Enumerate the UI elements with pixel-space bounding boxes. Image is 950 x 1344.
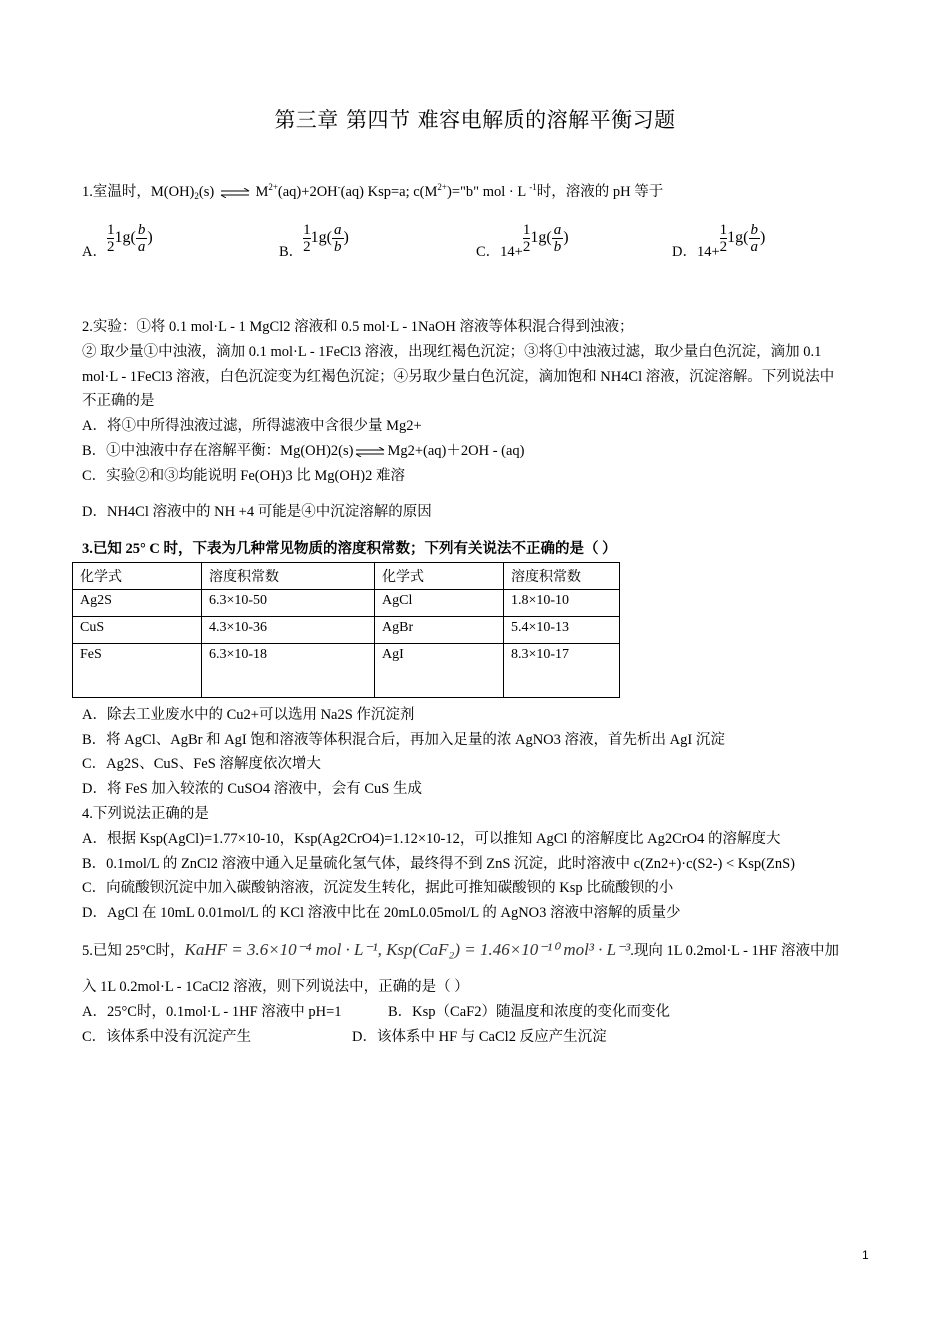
table-row	[73, 644, 620, 698]
q5-option-c: C．该体系中没有沉淀产生	[82, 1029, 252, 1045]
equilibrium-arrow-icon	[355, 447, 385, 457]
table-header: 化学式	[73, 563, 202, 590]
table-cell: 4.3×10-36	[202, 617, 375, 644]
q5-option-a: A．25°C时，0.1mol·L - 1HF 溶液中 pH=1	[82, 1004, 342, 1020]
table-header: 溶度积常数	[202, 563, 375, 590]
table-cell: AgBr	[375, 617, 504, 644]
q3-option-b: B．将 AgCl、AgBr 和 AgI 饱和溶液等体积混合后，再加入足量的浓 AgNO3 溶液，首先析出 AgI 沉淀	[82, 732, 725, 748]
q2-line-3: mol·L - 1FeCl3 溶液，白色沉淀变为红褐色沉淀；④另取少量白色沉淀，滴加饱和 NH4Cl 溶液，沉淀溶解。下列说法中	[82, 369, 835, 385]
q1-option-d: D．14+ $\frac{1}{2}$ 1g( $\frac{b}{a}$ )	[672, 222, 766, 260]
q3-stem: 3.已知 25° C 时，下表为几种常见物质的溶度积常数；下列有关说法不正确的是（ ）	[82, 541, 617, 557]
table-cell: FeS	[73, 644, 202, 698]
table-header: 化学式	[375, 563, 504, 590]
q2-option-b: B．①中浊液中存在溶解平衡：Mg(OH)2(s) Mg2+(aq)＋2OH - (aq)	[82, 443, 525, 459]
q3-option-c: C．Ag2S、CuS、FeS 溶解度依次增大	[82, 756, 321, 772]
table-cell: AgI	[375, 644, 504, 698]
table-row	[73, 590, 620, 617]
half-fraction: $\frac{1}{2}$	[106, 222, 115, 255]
q2-option-c: C．实验②和③均能说明 Fe(OH)3 比 Mg(OH)2 难溶	[82, 468, 406, 484]
table-cell: 6.3×10-50	[202, 590, 375, 617]
q2-line-2: ② 取少量①中浊液，滴加 0.1 mol·L - 1FeCl3 溶液，出现红褐色沉淀；③将①中浊液过滤，取少量白色沉淀，滴加 0.1	[82, 344, 822, 360]
page-title: 第三章 第四节 难容电解质的溶解平衡习题	[274, 108, 676, 132]
q5-stem: 5.已知 25°C时，KaHF = 3.6×10⁻⁴ mol · L⁻¹, Ksp(CaF₂) = 1.46×10⁻¹⁰ mol³ · L⁻³.现向 1L 0.2mol·L - 1HF 溶液中加	[82, 940, 839, 959]
q5-line-2: 入 1L 0.2mol·L - 1CaCl2 溶液，则下列说法中，正确的是（ ）	[82, 979, 469, 995]
table-cell: AgCl	[375, 590, 504, 617]
table-cell: 5.4×10-13	[504, 617, 620, 644]
q3-option-a: A．除去工业废水中的 Cu2+可以选用 Na2S 作沉淀剂	[82, 707, 415, 723]
table-cell: 6.3×10-18	[202, 644, 375, 698]
q1-option-a: A． $\frac{1}{2}$ 1g( $\frac{b}{a}$ )	[82, 222, 153, 260]
equilibrium-arrow-icon	[220, 188, 250, 198]
q5-option-b: B．Ksp（CaF2）随温度和浓度的变化而变化	[388, 1004, 670, 1020]
q4-option-c: C．向硫酸钡沉淀中加入碳酸钠溶液，沉淀发生转化，据此可推知碳酸钡的 Ksp 比硫酸钡的小	[82, 880, 674, 896]
q2-option-a: A．将①中所得浊液过滤，所得滤液中含很少量 Mg2+	[82, 418, 422, 434]
q2-line-1: 2.实验：①将 0.1 mol·L - 1 MgCl2 溶液和 0.5 mol·L - 1NaOH 溶液等体积混合得到浊液；	[82, 319, 634, 335]
table-row	[73, 617, 620, 644]
q4-option-a: A．根据 Ksp(AgCl)=1.77×10-10，Ksp(Ag2CrO4)=1.12×10-12，可以推知 AgCl 的溶解度比 Ag2CrO4 的溶解度大	[82, 831, 781, 847]
table-cell: CuS	[73, 617, 202, 644]
table-header: 溶度积常数	[504, 563, 620, 590]
q4-option-d: D．AgCl 在 10mL 0.01mol/L 的 KCl 溶液中比在 20mL0.05mol/L 的 AgNO3 溶液中溶解的质量少	[82, 905, 681, 921]
table-cell: Ag2S	[73, 590, 202, 617]
q3-option-d: D．将 FeS 加入较浓的 CuSO4 溶液中，会有 CuS 生成	[82, 781, 422, 797]
ksp-table	[72, 562, 620, 698]
table-cell: 8.3×10-17	[504, 644, 620, 698]
q5-option-d: D．该体系中 HF 与 CaCl2 反应产生沉淀	[352, 1029, 607, 1045]
q1-stem: 1.室温时，$M(OH)_2(s)$ $M^{2+}(aq)+2OH^-(aq)$ Ksp=a; $c(M^{2+})="b$" mol · L $^{-1}$时，溶液的 pH 等于	[82, 182, 664, 201]
q1-option-c: C．14+ $\frac{1}{2}$ 1g( $\frac{a}{b}$ )	[476, 222, 569, 260]
q2-option-d: D．NH4Cl 溶液中的 NH +4 可能是④中沉淀溶解的原因	[82, 504, 432, 520]
q4-option-b: B．0.1mol/L 的 ZnCl2 溶液中通入足量硫化氢气体，最终得不到 ZnS 沉淀，此时溶液中 c(Zn2+)·c(S2-) < Ksp(ZnS)	[82, 856, 795, 872]
page-number: 1	[862, 1248, 869, 1262]
q2-line-4: 不正确的是	[82, 393, 155, 409]
q5-formula: KaHF = 3.6×10⁻⁴ mol · L⁻¹, Ksp(CaF₂) = 1.46×10⁻¹⁰ mol³ · L⁻³	[184, 940, 631, 959]
table-cell: 1.8×10-10	[504, 590, 620, 617]
table-header-row	[73, 563, 620, 590]
q4-stem: 4.下列说法正确的是	[82, 806, 209, 822]
q1-option-b: B． $\frac{1}{2}$ 1g( $\frac{a}{b}$ )	[279, 222, 349, 260]
